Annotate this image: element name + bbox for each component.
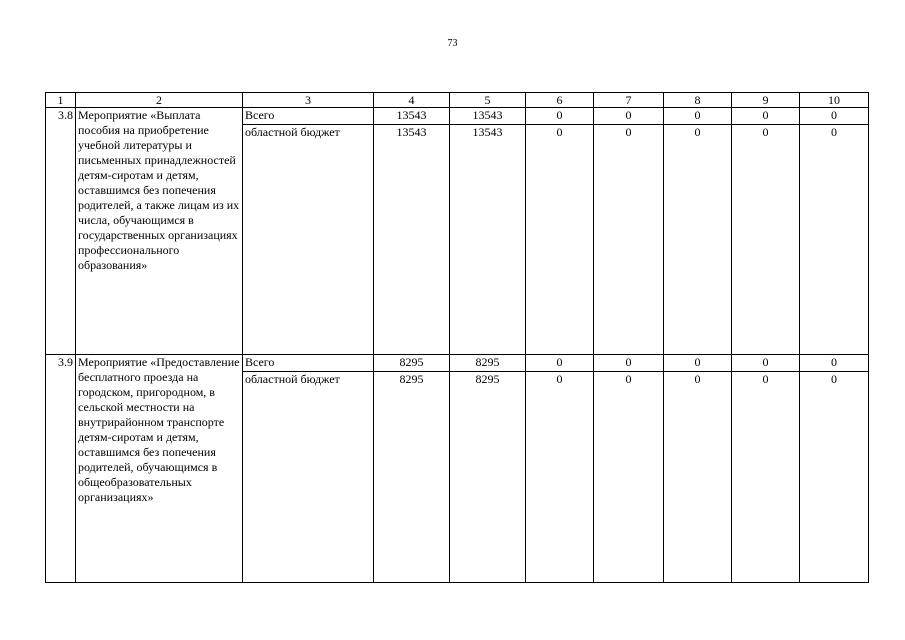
header-cell-6: 6 [526, 93, 594, 108]
row-name: Мероприятие «Выплата пособия на приобретение учебной литературы и письменных принадлежностей детям-сиротам и детям, оставшимся без попечения родителей, а также лицам из их числа, обучающимся в государственных организациях профессионального образования» [76, 108, 243, 355]
value-cell: 0 [800, 372, 869, 583]
header-cell-5: 5 [450, 93, 526, 108]
row-name: Мероприятие «Предоставление бесплатного проезда на городском, пригородном, в сельской местности на внутрирайонном транспорте детям-сиротам и детям, оставшимся без попечения родителей, обучающимся в общеобразовательных организациях» [76, 355, 243, 583]
value-cell: 0 [664, 372, 732, 583]
funding-source: Всего [243, 108, 374, 125]
value-cell: 8295 [450, 355, 526, 372]
value-cell: 13543 [450, 108, 526, 125]
header-cell-3: 3 [243, 93, 374, 108]
value-cell: 0 [526, 372, 594, 583]
value-cell: 13543 [450, 125, 526, 355]
value-cell: 0 [526, 108, 594, 125]
value-cell: 0 [526, 355, 594, 372]
funding-source: областной бюджет [243, 372, 374, 583]
value-cell: 8295 [374, 355, 450, 372]
value-cell: 0 [732, 355, 800, 372]
page-number: 73 [447, 38, 458, 49]
value-cell: 0 [800, 108, 869, 125]
row-code: 3.9 [46, 355, 76, 583]
funding-source: областной бюджет [243, 125, 374, 355]
value-cell: 0 [664, 125, 732, 355]
header-cell-2: 2 [76, 93, 243, 108]
value-cell: 0 [526, 125, 594, 355]
header-cell-4: 4 [374, 93, 450, 108]
value-cell: 8295 [450, 372, 526, 583]
value-cell: 0 [594, 355, 664, 372]
header-cell-7: 7 [594, 93, 664, 108]
value-cell: 0 [800, 125, 869, 355]
header-cell-1: 1 [46, 93, 76, 108]
column-number-row [46, 93, 869, 108]
value-cell: 0 [732, 125, 800, 355]
value-cell: 0 [664, 108, 732, 125]
table-row [46, 108, 869, 125]
header-cell-8: 8 [664, 93, 732, 108]
budget-table [45, 92, 869, 583]
value-cell: 8295 [374, 372, 450, 583]
value-cell: 0 [732, 372, 800, 583]
value-cell: 0 [732, 108, 800, 125]
table-row [46, 355, 869, 372]
value-cell: 0 [594, 108, 664, 125]
row-code: 3.8 [46, 108, 76, 355]
header-cell-9: 9 [732, 93, 800, 108]
value-cell: 0 [594, 125, 664, 355]
funding-source: Всего [243, 355, 374, 372]
header-cell-10: 10 [800, 93, 869, 108]
value-cell: 0 [664, 355, 732, 372]
value-cell: 13543 [374, 125, 450, 355]
value-cell: 13543 [374, 108, 450, 125]
value-cell: 0 [594, 372, 664, 583]
value-cell: 0 [800, 355, 869, 372]
